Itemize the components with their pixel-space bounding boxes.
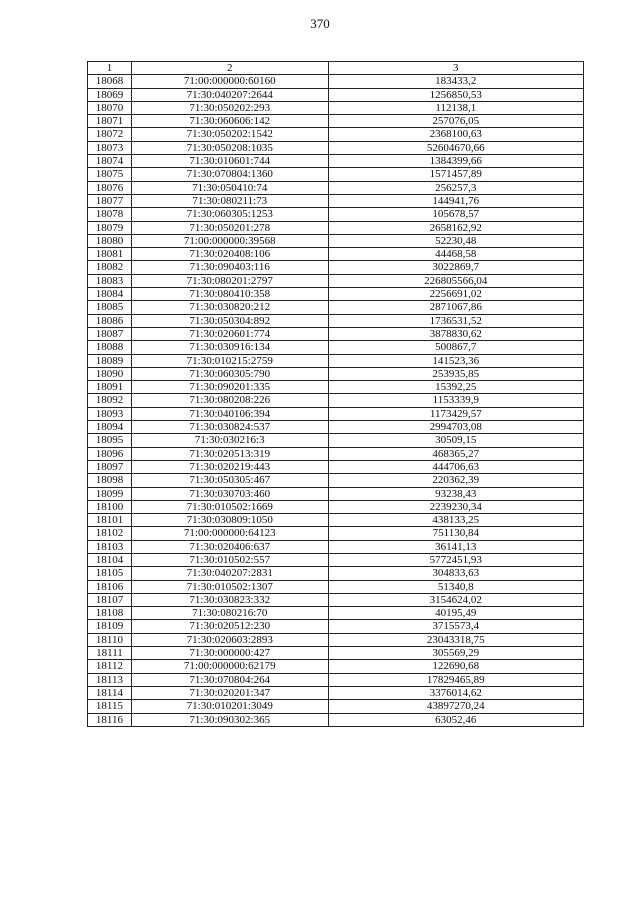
cadastral-value-cell: 256257,3 bbox=[328, 181, 583, 194]
cadastral-number-cell: 71:30:090403:116 bbox=[131, 261, 328, 274]
cadastral-number-cell: 71:30:030820:212 bbox=[131, 301, 328, 314]
cadastral-number-cell: 71:30:050305:467 bbox=[131, 474, 328, 487]
cadastral-value-cell: 51340,8 bbox=[328, 580, 583, 593]
row-number-cell: 18087 bbox=[88, 327, 132, 340]
row-number-cell: 18076 bbox=[88, 181, 132, 194]
row-number-cell: 18099 bbox=[88, 487, 132, 500]
row-number-cell: 18103 bbox=[88, 540, 132, 553]
row-number-cell: 18104 bbox=[88, 553, 132, 566]
cadastral-value-cell: 141523,36 bbox=[328, 354, 583, 367]
table-row bbox=[88, 261, 584, 274]
row-number-cell: 18113 bbox=[88, 673, 132, 686]
cadastral-number-cell: 71:30:060305:1253 bbox=[131, 208, 328, 221]
cadastral-number-cell: 71:30:080410:358 bbox=[131, 288, 328, 301]
table-row bbox=[88, 713, 584, 726]
cadastral-value-cell: 2871067,86 bbox=[328, 301, 583, 314]
cadastral-value-cell: 305569,29 bbox=[328, 647, 583, 660]
cadastral-number-cell: 71:30:030216:3 bbox=[131, 434, 328, 447]
cadastral-number-cell: 71:00:000000:60160 bbox=[131, 75, 328, 88]
cadastral-value-cell: 1153339,9 bbox=[328, 394, 583, 407]
row-number-cell: 18081 bbox=[88, 248, 132, 261]
table-row bbox=[88, 434, 584, 447]
row-number-cell: 18110 bbox=[88, 633, 132, 646]
table-row bbox=[88, 141, 584, 154]
cadastral-number-cell: 71:30:010502:1307 bbox=[131, 580, 328, 593]
table-row bbox=[88, 288, 584, 301]
cadastral-value-cell: 3376014,62 bbox=[328, 686, 583, 699]
table-row bbox=[88, 607, 584, 620]
cadastral-value-cell: 52604670,66 bbox=[328, 141, 583, 154]
table-row bbox=[88, 447, 584, 460]
cadastral-value-cell: 23043318,75 bbox=[328, 633, 583, 646]
cadastral-value-cell: 40195,49 bbox=[328, 607, 583, 620]
cadastral-value-cell: 444706,63 bbox=[328, 460, 583, 473]
row-number-cell: 18094 bbox=[88, 421, 132, 434]
row-number-cell: 18068 bbox=[88, 75, 132, 88]
table-row bbox=[88, 474, 584, 487]
cadastral-number-cell: 71:30:040207:2644 bbox=[131, 88, 328, 101]
cadastral-number-cell: 71:00:000000:64123 bbox=[131, 527, 328, 540]
cadastral-number-cell: 71:00:000000:62179 bbox=[131, 660, 328, 673]
cadastral-value-cell: 63052,46 bbox=[328, 713, 583, 726]
table-row bbox=[88, 673, 584, 686]
cadastral-number-cell: 71:30:090201:335 bbox=[131, 381, 328, 394]
table-row bbox=[88, 527, 584, 540]
row-number-cell: 18101 bbox=[88, 514, 132, 527]
row-number-cell: 18084 bbox=[88, 288, 132, 301]
cadastral-value-cell: 1173429,57 bbox=[328, 407, 583, 420]
table-row bbox=[88, 181, 584, 194]
row-number-cell: 18115 bbox=[88, 700, 132, 713]
cadastral-number-cell: 71:30:040207:2831 bbox=[131, 567, 328, 580]
cadastral-value-cell: 183433,2 bbox=[328, 75, 583, 88]
cadastral-value-cell: 36141,13 bbox=[328, 540, 583, 553]
cadastral-value-cell: 257076,05 bbox=[328, 115, 583, 128]
cadastral-value-cell: 5772451,93 bbox=[328, 553, 583, 566]
cadastral-value-cell: 3154624,02 bbox=[328, 593, 583, 606]
cadastral-value-cell: 500867,7 bbox=[328, 341, 583, 354]
cadastral-value-cell: 2658162,92 bbox=[328, 221, 583, 234]
cadastral-value-cell: 1256850,53 bbox=[328, 88, 583, 101]
cadastral-number-cell: 71:30:050202:293 bbox=[131, 101, 328, 114]
table-row bbox=[88, 75, 584, 88]
table-row bbox=[88, 407, 584, 420]
table-row bbox=[88, 274, 584, 287]
cadastral-value-cell: 2256691,02 bbox=[328, 288, 583, 301]
row-number-cell: 18078 bbox=[88, 208, 132, 221]
table-row bbox=[88, 633, 584, 646]
cadastral-number-cell: 71:30:080201:2797 bbox=[131, 274, 328, 287]
cadastral-value-cell: 2239230,34 bbox=[328, 500, 583, 513]
cadastral-value-cell: 17829465,89 bbox=[328, 673, 583, 686]
table-row bbox=[88, 460, 584, 473]
table-body bbox=[88, 75, 584, 727]
cadastral-value-table bbox=[87, 61, 584, 727]
cadastral-value-cell: 144941,76 bbox=[328, 194, 583, 207]
table-row bbox=[88, 421, 584, 434]
table-row bbox=[88, 354, 584, 367]
row-number-cell: 18111 bbox=[88, 647, 132, 660]
cadastral-number-cell: 71:00:000000:39568 bbox=[131, 234, 328, 247]
row-number-cell: 18074 bbox=[88, 155, 132, 168]
table-row bbox=[88, 553, 584, 566]
table-row bbox=[88, 115, 584, 128]
table-row bbox=[88, 381, 584, 394]
cadastral-number-cell: 71:30:020601:774 bbox=[131, 327, 328, 340]
row-number-cell: 18112 bbox=[88, 660, 132, 673]
row-number-cell: 18070 bbox=[88, 101, 132, 114]
row-number-cell: 18088 bbox=[88, 341, 132, 354]
cadastral-number-cell: 71:30:040106:394 bbox=[131, 407, 328, 420]
row-number-cell: 18100 bbox=[88, 500, 132, 513]
cadastral-number-cell: 71:30:090302:365 bbox=[131, 713, 328, 726]
row-number-cell: 18082 bbox=[88, 261, 132, 274]
table-row bbox=[88, 327, 584, 340]
cadastral-number-cell: 71:30:030916:134 bbox=[131, 341, 328, 354]
cadastral-number-cell: 71:30:010601:744 bbox=[131, 155, 328, 168]
column-header-1: 1 bbox=[88, 62, 132, 75]
cadastral-number-cell: 71:30:000000:427 bbox=[131, 647, 328, 660]
table-row bbox=[88, 101, 584, 114]
table-row bbox=[88, 248, 584, 261]
row-number-cell: 18107 bbox=[88, 593, 132, 606]
row-number-cell: 18105 bbox=[88, 567, 132, 580]
cadastral-number-cell: 71:30:010201:3049 bbox=[131, 700, 328, 713]
table-row bbox=[88, 128, 584, 141]
cadastral-value-cell: 44468,58 bbox=[328, 248, 583, 261]
cadastral-value-cell: 3022869,7 bbox=[328, 261, 583, 274]
row-number-cell: 18069 bbox=[88, 88, 132, 101]
cadastral-number-cell: 71:30:050202:1542 bbox=[131, 128, 328, 141]
cadastral-number-cell: 71:30:060305:790 bbox=[131, 367, 328, 380]
row-number-cell: 18085 bbox=[88, 301, 132, 314]
cadastral-number-cell: 71:30:050208:1035 bbox=[131, 141, 328, 154]
table-row bbox=[88, 567, 584, 580]
cadastral-number-cell: 71:30:030809:1050 bbox=[131, 514, 328, 527]
row-number-cell: 18109 bbox=[88, 620, 132, 633]
table-row bbox=[88, 647, 584, 660]
cadastral-number-cell: 71:30:030823:332 bbox=[131, 593, 328, 606]
cadastral-number-cell: 71:30:080216:70 bbox=[131, 607, 328, 620]
cadastral-value-cell: 2994703,08 bbox=[328, 421, 583, 434]
cadastral-value-cell: 304833,63 bbox=[328, 567, 583, 580]
cadastral-value-cell: 52230,48 bbox=[328, 234, 583, 247]
cadastral-number-cell: 71:30:070804:1360 bbox=[131, 168, 328, 181]
table-row bbox=[88, 540, 584, 553]
table-row bbox=[88, 301, 584, 314]
table-row bbox=[88, 314, 584, 327]
row-number-cell: 18114 bbox=[88, 686, 132, 699]
cadastral-number-cell: 71:30:030824:537 bbox=[131, 421, 328, 434]
cadastral-number-cell: 71:30:020603:2893 bbox=[131, 633, 328, 646]
table-row bbox=[88, 514, 584, 527]
cadastral-number-cell: 71:30:020201:347 bbox=[131, 686, 328, 699]
table-row bbox=[88, 168, 584, 181]
cadastral-number-cell: 71:30:060606:142 bbox=[131, 115, 328, 128]
cadastral-number-cell: 71:30:020219:443 bbox=[131, 460, 328, 473]
cadastral-value-cell: 226805566,04 bbox=[328, 274, 583, 287]
table-row bbox=[88, 500, 584, 513]
row-number-cell: 18080 bbox=[88, 234, 132, 247]
row-number-cell: 18083 bbox=[88, 274, 132, 287]
table-header-row bbox=[88, 62, 584, 75]
table-row bbox=[88, 686, 584, 699]
row-number-cell: 18106 bbox=[88, 580, 132, 593]
row-number-cell: 18079 bbox=[88, 221, 132, 234]
cadastral-number-cell: 71:30:020513:319 bbox=[131, 447, 328, 460]
cadastral-number-cell: 71:30:010502:1669 bbox=[131, 500, 328, 513]
row-number-cell: 18086 bbox=[88, 314, 132, 327]
cadastral-value-cell: 3715573,4 bbox=[328, 620, 583, 633]
table-row bbox=[88, 487, 584, 500]
cadastral-value-cell: 751130,84 bbox=[328, 527, 583, 540]
table-row bbox=[88, 194, 584, 207]
cadastral-number-cell: 71:30:050201:278 bbox=[131, 221, 328, 234]
row-number-cell: 18096 bbox=[88, 447, 132, 460]
table-row bbox=[88, 394, 584, 407]
cadastral-value-cell: 1736531,52 bbox=[328, 314, 583, 327]
row-number-cell: 18116 bbox=[88, 713, 132, 726]
table-row bbox=[88, 341, 584, 354]
table-row bbox=[88, 155, 584, 168]
column-header-2: 2 bbox=[131, 62, 328, 75]
table-row bbox=[88, 700, 584, 713]
cadastral-value-cell: 112138,1 bbox=[328, 101, 583, 114]
row-number-cell: 18089 bbox=[88, 354, 132, 367]
table-row bbox=[88, 593, 584, 606]
cadastral-value-cell: 438133,25 bbox=[328, 514, 583, 527]
row-number-cell: 18072 bbox=[88, 128, 132, 141]
cadastral-number-cell: 71:30:010215:2759 bbox=[131, 354, 328, 367]
cadastral-value-cell: 105678,57 bbox=[328, 208, 583, 221]
row-number-cell: 18091 bbox=[88, 381, 132, 394]
cadastral-value-cell: 2368100,63 bbox=[328, 128, 583, 141]
table-row bbox=[88, 221, 584, 234]
table-row bbox=[88, 367, 584, 380]
row-number-cell: 18098 bbox=[88, 474, 132, 487]
row-number-cell: 18097 bbox=[88, 460, 132, 473]
row-number-cell: 18108 bbox=[88, 607, 132, 620]
table-row bbox=[88, 88, 584, 101]
row-number-cell: 18071 bbox=[88, 115, 132, 128]
cadastral-number-cell: 71:30:020408:106 bbox=[131, 248, 328, 261]
page-number: 370 bbox=[310, 16, 330, 31]
cadastral-number-cell: 71:30:050304:892 bbox=[131, 314, 328, 327]
cadastral-number-cell: 71:30:020406:637 bbox=[131, 540, 328, 553]
cadastral-number-cell: 71:30:030703:460 bbox=[131, 487, 328, 500]
cadastral-number-cell: 71:30:080208:226 bbox=[131, 394, 328, 407]
table-row bbox=[88, 234, 584, 247]
row-number-cell: 18102 bbox=[88, 527, 132, 540]
cadastral-number-cell: 71:30:050410:74 bbox=[131, 181, 328, 194]
row-number-cell: 18090 bbox=[88, 367, 132, 380]
cadastral-number-cell: 71:30:010502:557 bbox=[131, 553, 328, 566]
table-row bbox=[88, 208, 584, 221]
cadastral-value-cell: 30509,15 bbox=[328, 434, 583, 447]
cadastral-value-cell: 122690,68 bbox=[328, 660, 583, 673]
cadastral-number-cell: 71:30:070804:264 bbox=[131, 673, 328, 686]
cadastral-value-cell: 15392,25 bbox=[328, 381, 583, 394]
cadastral-value-cell: 1571457,89 bbox=[328, 168, 583, 181]
table-row bbox=[88, 580, 584, 593]
row-number-cell: 18077 bbox=[88, 194, 132, 207]
row-number-cell: 18095 bbox=[88, 434, 132, 447]
row-number-cell: 18073 bbox=[88, 141, 132, 154]
table-row bbox=[88, 660, 584, 673]
cadastral-value-cell: 1384399,66 bbox=[328, 155, 583, 168]
cadastral-value-cell: 93238,43 bbox=[328, 487, 583, 500]
cadastral-value-cell: 253935,85 bbox=[328, 367, 583, 380]
row-number-cell: 18075 bbox=[88, 168, 132, 181]
table-row bbox=[88, 620, 584, 633]
row-number-cell: 18092 bbox=[88, 394, 132, 407]
cadastral-value-cell: 220362,39 bbox=[328, 474, 583, 487]
row-number-cell: 18093 bbox=[88, 407, 132, 420]
column-header-3: 3 bbox=[328, 62, 583, 75]
cadastral-number-cell: 71:30:020512:230 bbox=[131, 620, 328, 633]
cadastral-value-cell: 43897270,24 bbox=[328, 700, 583, 713]
cadastral-value-cell: 468365,27 bbox=[328, 447, 583, 460]
cadastral-number-cell: 71:30:080211:73 bbox=[131, 194, 328, 207]
cadastral-value-cell: 3878830,62 bbox=[328, 327, 583, 340]
